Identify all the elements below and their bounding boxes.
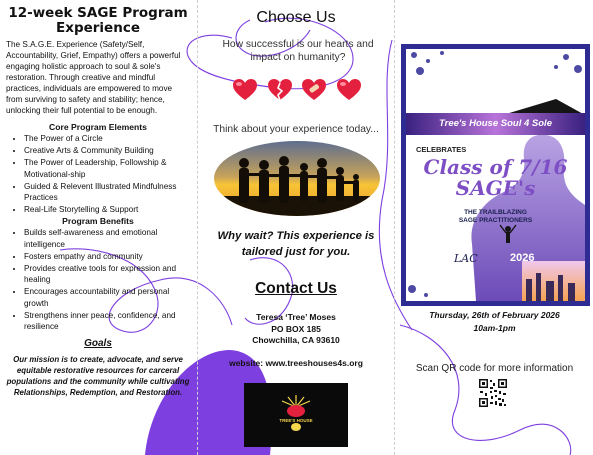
goals-heading: Goals xyxy=(84,338,112,350)
program-title: 12-week SAGE Program Experience xyxy=(8,5,188,36)
list-item: • The Power of Leadership, Followship & Motivational-ship xyxy=(24,157,190,179)
broken-heart-icon xyxy=(267,78,293,102)
benefits-heading: Program Benefits xyxy=(62,216,134,227)
community-silhouette-image xyxy=(214,141,380,216)
poster-inner xyxy=(406,49,585,301)
contact-heading: Contact Us xyxy=(255,280,337,297)
contact-name: Teresa ‘Tree’ Moses xyxy=(256,312,336,322)
list-item: • Encourages accountability and personal growth xyxy=(24,286,190,308)
poster-lac: LAC xyxy=(454,252,478,265)
hearts-row xyxy=(232,78,362,102)
logo-text: TREE'S HOUSE xyxy=(279,418,313,423)
class-line: Class of 7/16 xyxy=(423,155,568,179)
think-prompt: Think about your experience today... xyxy=(213,124,379,135)
list-item: • Provides creative tools for expression and healing xyxy=(24,263,190,285)
list-item: • Guided & Relevent Illustrated Mindfulness Practices xyxy=(24,181,190,203)
list-item: • Real-Life Storytelling & Support xyxy=(24,204,190,215)
list-item: • Builds self-awareness and emotional intelligence xyxy=(24,227,190,249)
list-item: • Fosters empathy and community xyxy=(24,251,190,262)
core-elements-list xyxy=(6,133,190,215)
subtitle-line: SAGE PRACTITIONERS xyxy=(458,217,533,224)
heart-with-bandage-icon xyxy=(301,78,327,102)
goals-values: Relationships, Redemption, and Restoration. xyxy=(13,388,183,398)
poster-subtitle xyxy=(406,209,585,225)
fold-line xyxy=(197,0,198,455)
list-item: • The Power of a Circle xyxy=(24,133,190,144)
event-date-time xyxy=(396,309,593,335)
class-line: SAGE's xyxy=(455,176,536,200)
scan-qr-text: Scan QR code for more information xyxy=(415,363,574,374)
fold-line xyxy=(394,0,395,455)
why-wait-text: Why wait? This experience is tailored just for you. xyxy=(217,230,375,258)
heart-icon xyxy=(336,78,362,102)
impact-question: How successful is our hearts and impact on humanity? xyxy=(222,39,374,63)
event-poster xyxy=(401,44,590,306)
program-intro: The S.A.G.E. Experience (Safety/Self, Accountability, Grief, Empathy) offers a powerful engaging holistic approach to soul & sole's restoration. Through creative and mindful practices, individuals are empowered to move from surviving to safety and stability; hence, unlocking their full potential to be enough. xyxy=(6,40,181,115)
choose-us-title: Choose Us xyxy=(256,9,336,26)
left-panel xyxy=(0,0,196,455)
core-elements-heading: Core Program Elements xyxy=(49,122,147,132)
contact-city: Chowchilla, CA 93610 xyxy=(252,335,340,345)
benefits-list xyxy=(6,227,190,332)
poster-class-title xyxy=(406,157,585,199)
poster-year: 2026 xyxy=(510,252,535,264)
goals-text xyxy=(6,354,190,398)
poster-celebrates: CELEBRATES xyxy=(416,145,467,154)
right-panel xyxy=(396,0,593,455)
poster-banner: Tree's House Soul 4 Sole xyxy=(406,113,585,135)
contact-address xyxy=(200,312,392,347)
heart-icon xyxy=(232,78,258,102)
trees-house-logo xyxy=(244,383,348,447)
list-item: • Creative Arts & Community Building xyxy=(24,145,190,156)
event-time: 10am-1pm xyxy=(473,323,516,333)
middle-panel xyxy=(200,0,392,455)
contact-po-box: PO BOX 185 xyxy=(271,323,321,334)
event-date: Thursday, 26th of February 2026 xyxy=(429,310,560,320)
list-item: • Strengthens inner peace, confidence, and resilience xyxy=(24,310,190,332)
goals-mission: Our mission is to create, advocate, and serve equitable restorative resources for carceral populations and the community while cultivating xyxy=(6,355,190,387)
subtitle-line: THE TRAILBLAZING xyxy=(464,209,527,216)
qr-code-icon[interactable] xyxy=(478,378,508,408)
website-link[interactable]: website: www.treeshouses4s.org xyxy=(229,358,363,368)
